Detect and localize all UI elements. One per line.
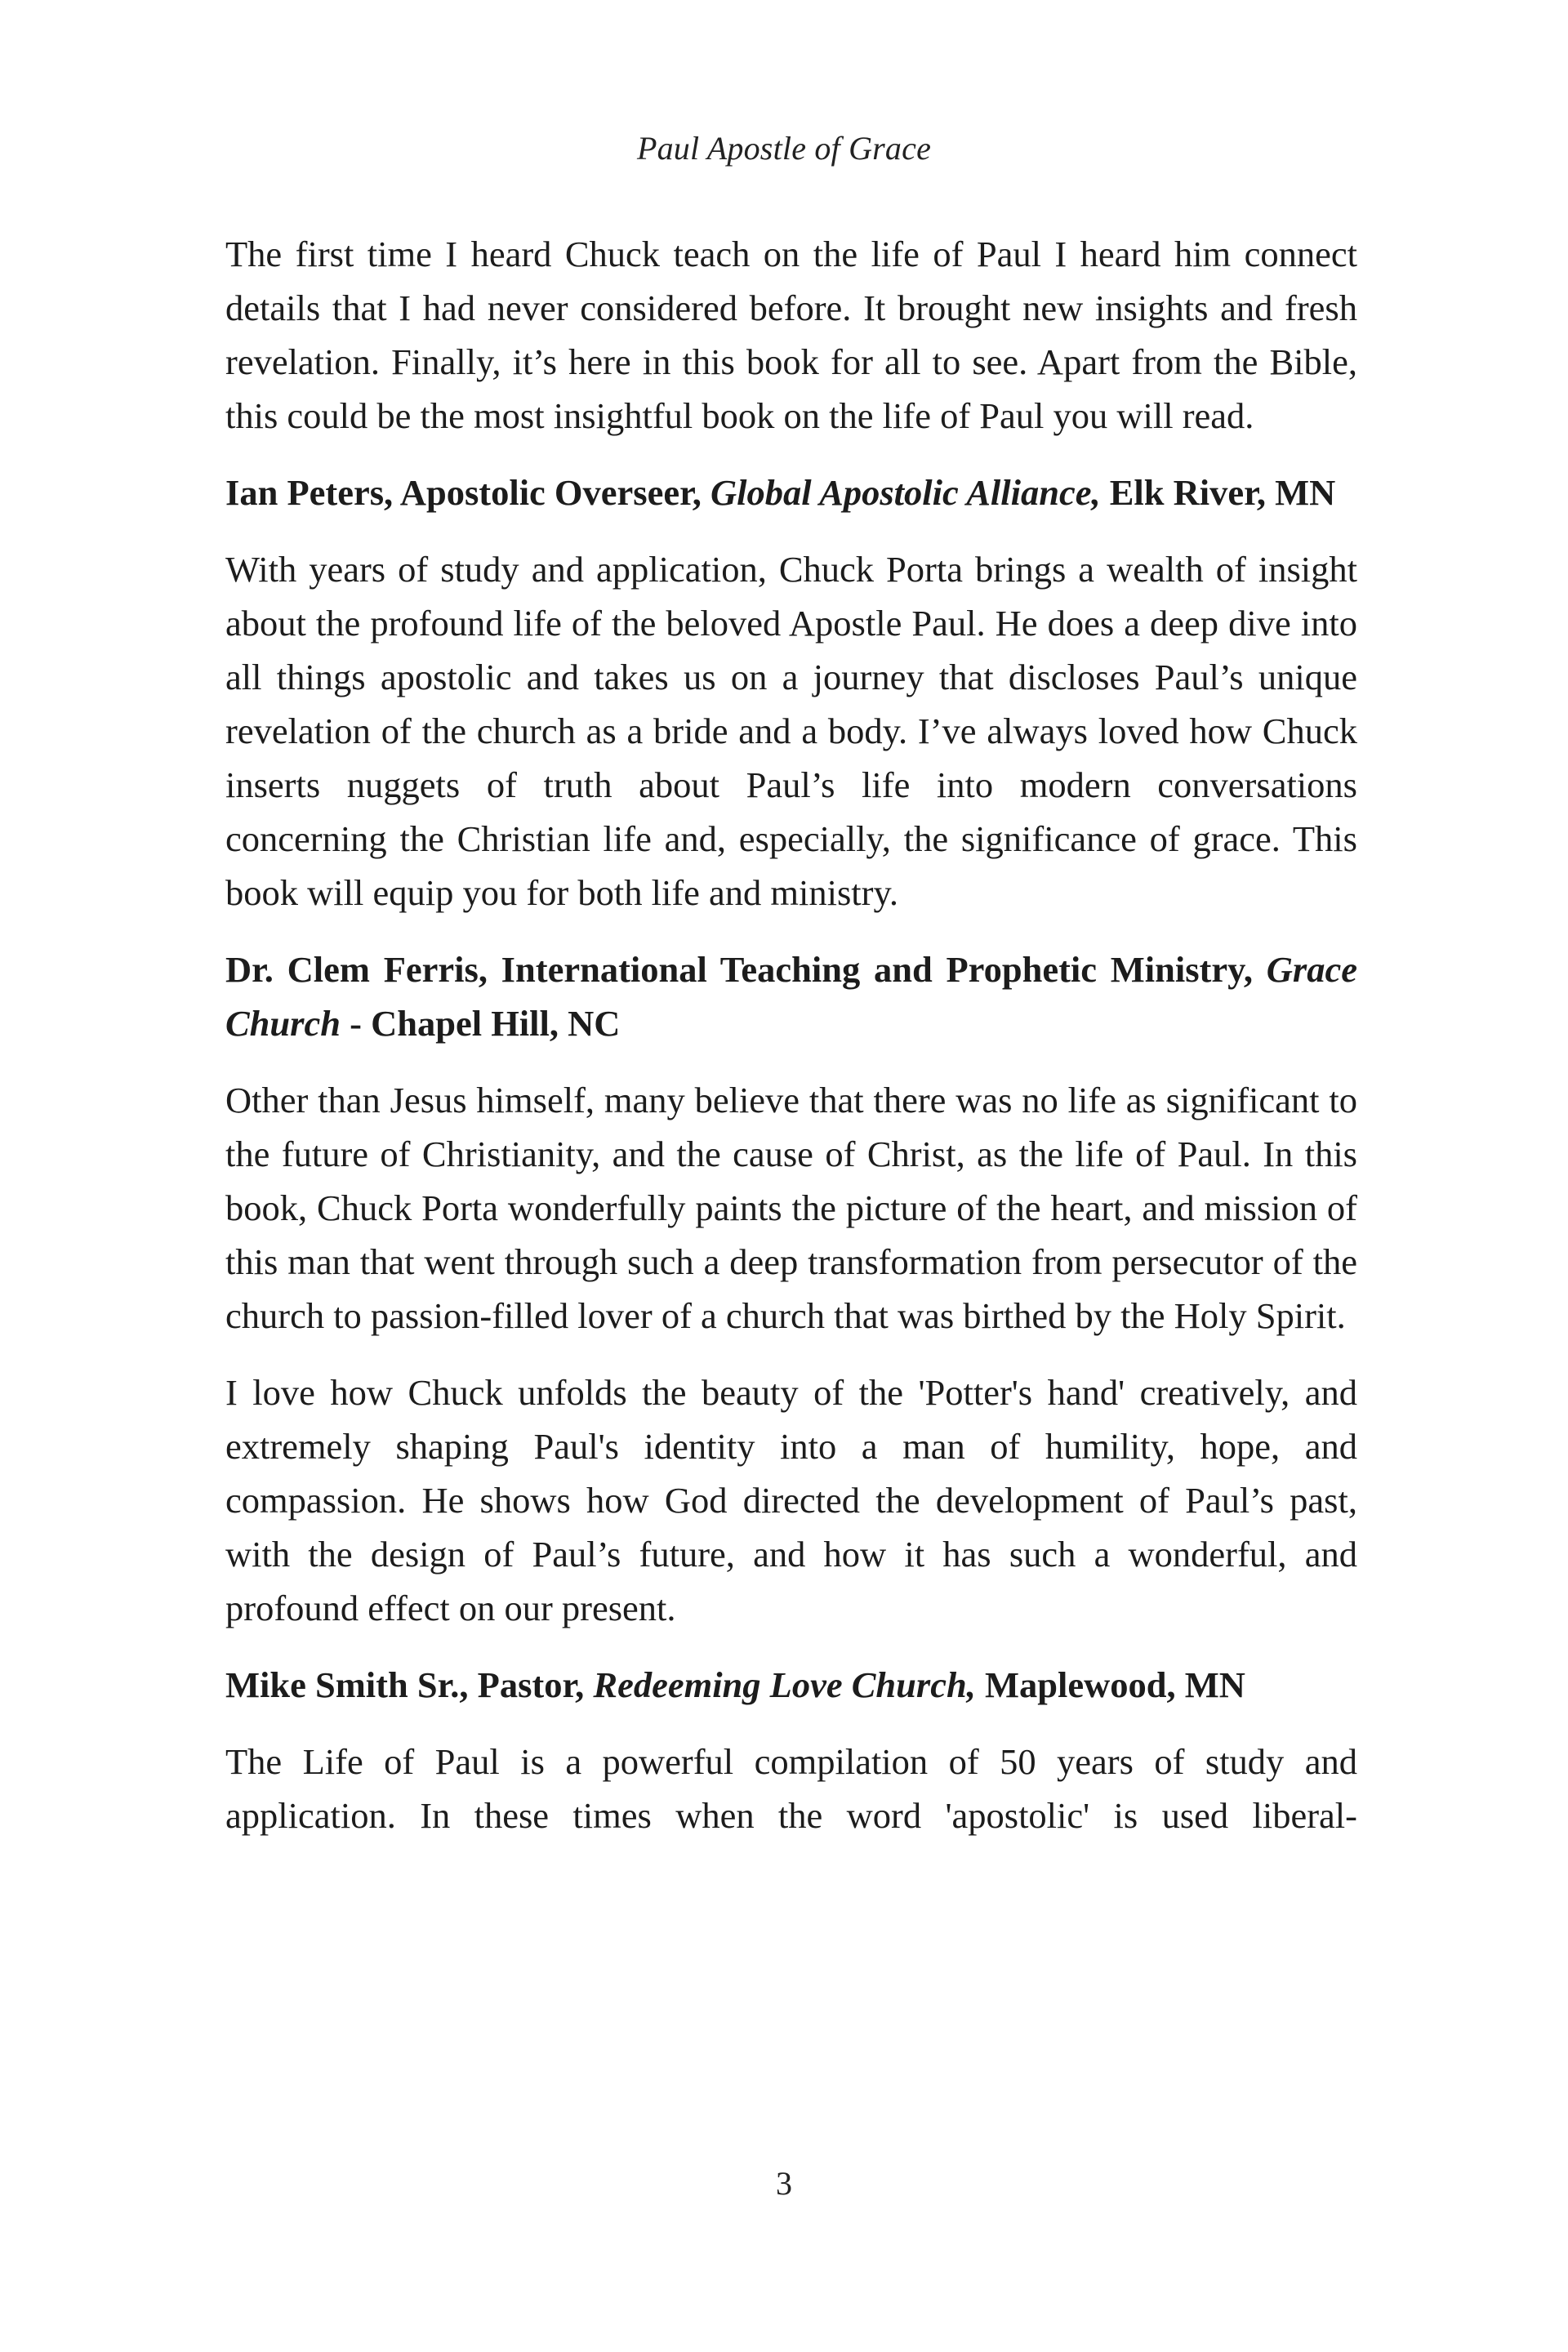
endorsement-quote-4: The Life of Paul is a powerful compilation of 50 years of study and application. In these times when the word 'apostolic' is used liberal- <box>225 1741 1357 1836</box>
endorsements-body <box>225 227 1357 1865</box>
attribution-organization: Global Apostolic Alliance, <box>710 472 1101 513</box>
endorsement-quote-3: Other than Jesus himself, many believe that there was no life as significant to the future of Christianity, and the cause of Christ, as the life of Paul. In this book, Chuck Porta wonderfully paints the picture of the heart, and mission of this man that went through such a deep transformation from persecutor of the church to passion-filled lover of a church that was birthed by the Holy Spirit. <box>225 1080 1357 1336</box>
attribution-organization: Redeeming Love Church, <box>593 1664 976 1705</box>
attribution-name: Dr. Clem Ferris, International Teaching and Prophetic Ministry, <box>225 949 1267 990</box>
attribution-name: Mike Smith Sr., Pastor, <box>225 1664 594 1705</box>
page-number: 3 <box>776 2165 792 2202</box>
attribution-name: Ian Peters, Apostolic Overseer, <box>225 472 711 513</box>
attribution-location: - Chapel Hill, NC <box>341 1003 621 1044</box>
endorsement-quote-2: With years of study and application, Chuck Porta brings a wealth of insight about the profound life of the beloved Apostle Paul. He does a deep dive into all things apostolic and takes us on a journey that discloses Paul’s unique revelation of the church as a bride and a body. I’ve always loved how Chuck inserts nuggets of truth about Paul’s life into modern conversations concerning the Christian life and, especially, the significance of grace. This book will equip you for both life and ministry. <box>225 549 1357 913</box>
running-header-title: Paul Apostle of Grace <box>636 130 932 167</box>
attribution-location: Maplewood, MN <box>975 1664 1245 1705</box>
attribution-location: Elk River, MN <box>1100 472 1336 513</box>
attribution-organization: Grace Church <box>225 949 1357 1044</box>
endorsement-attribution-2 <box>225 942 1357 1050</box>
endorsement-attribution-1 <box>225 466 1357 519</box>
endorsement-quote-1: The first time I heard Chuck teach on the life of Paul I heard him connect details that I had never considered before. It brought new insights and fresh revelation. Finally, it’s here in this book for all to see. Apart from the Bible, this could be the most insightful book on the life of Paul you will read. <box>225 234 1357 436</box>
endorsement-attribution-3 <box>225 1658 1357 1712</box>
endorsement-quote-3-continued: I love how Chuck unfolds the beauty of the 'Potter's hand' creatively, and extremely shaping Paul's identity into a man of humility, hope, and compassion. He shows how God directed the development of Paul’s past, with the design of Paul’s future, and how it has such a wonderful, and profound effect on our present. <box>225 1372 1357 1628</box>
